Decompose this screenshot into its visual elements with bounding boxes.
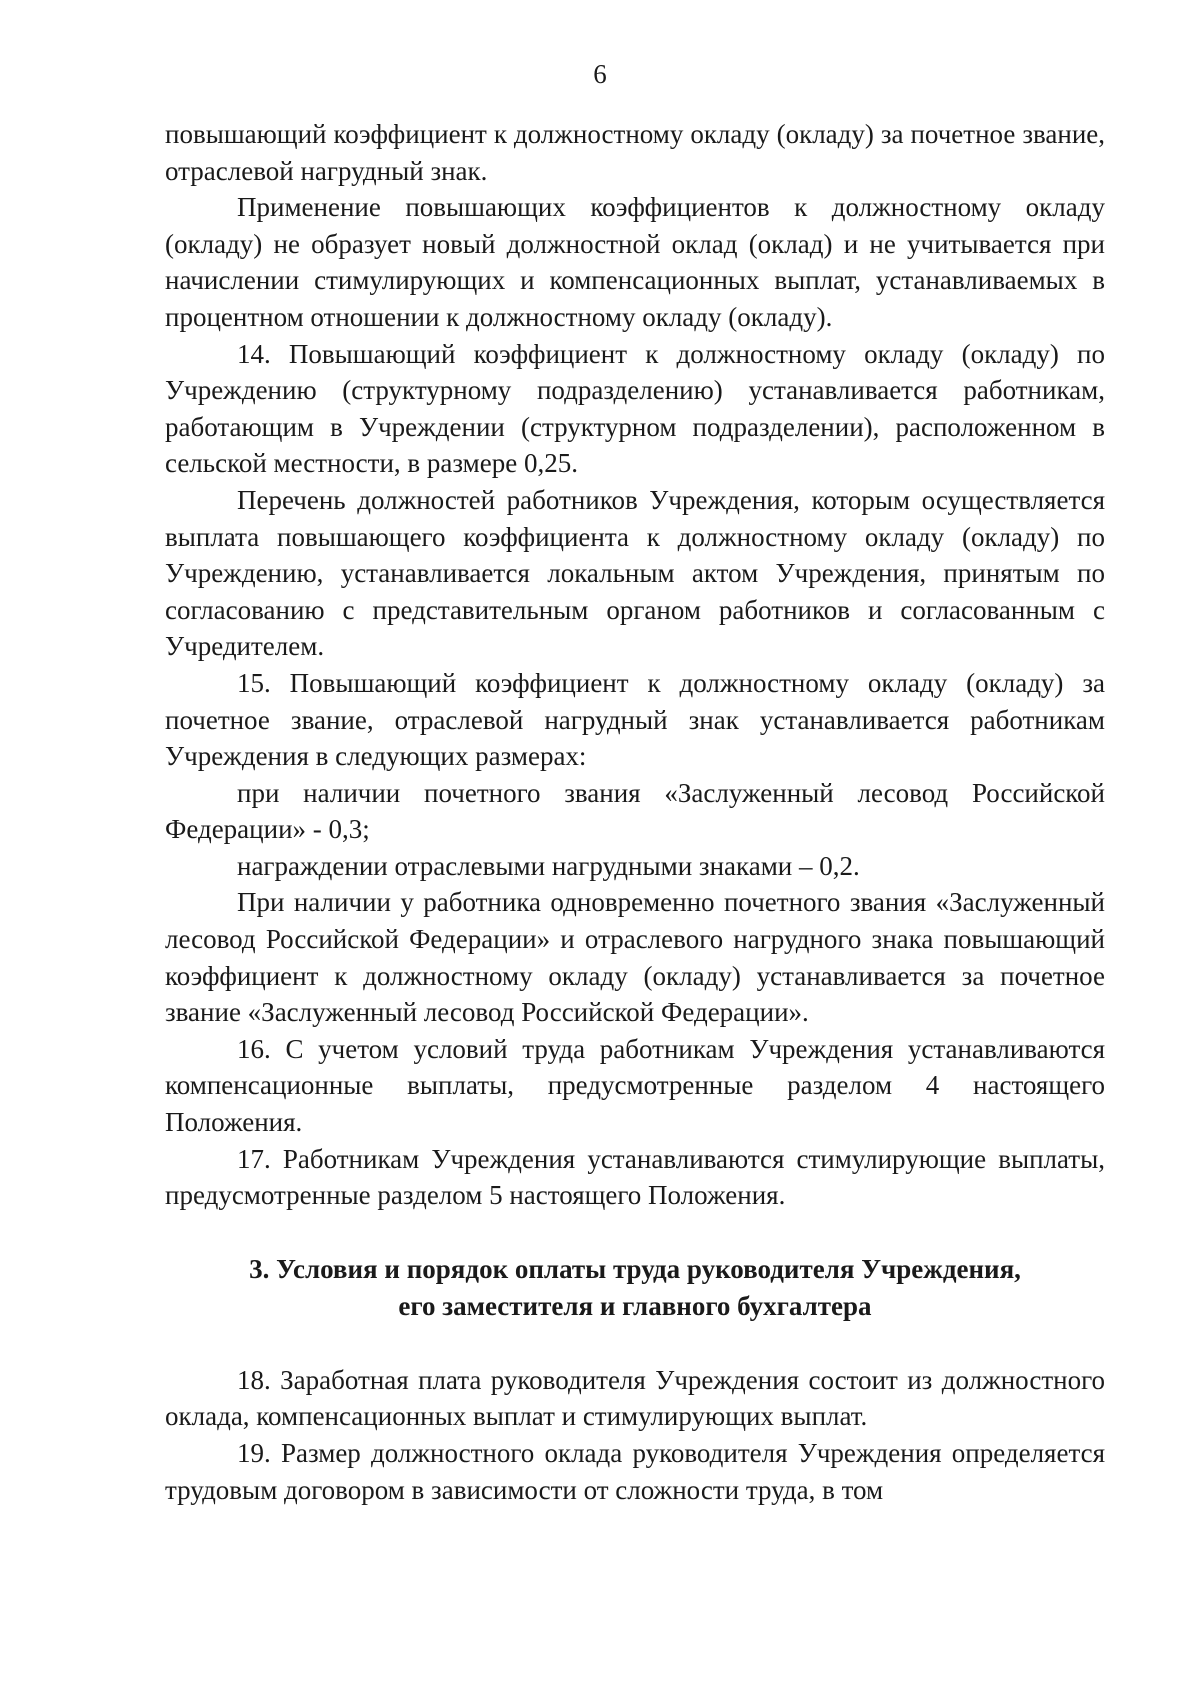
paragraph-item-14: 14. Повышающий коэффициент к должностному окладу (окладу) по Учреждению (структурному подразделению) устанавливается работникам, работающим в Учреждении (структурном подразделении), расположенном в сельской местности, в размере 0,25. — [165, 338, 1105, 479]
page-number: 6 — [593, 59, 607, 89]
paragraph-item-18: 18. Заработная плата руководителя Учреждения состоит из должностного оклада, компенсационных выплат и стимулирующих выплат. — [165, 1364, 1105, 1432]
paragraph: награждении отраслевыми нагрудными знаками – 0,2. — [237, 850, 860, 881]
paragraph-item-15: 15. Повышающий коэффициент к должностному окладу (окладу) за почетное звание, отраслевой нагрудный знак устанавливается работникам Учреждения в следующих размерах: — [165, 667, 1105, 772]
section-heading — [165, 1251, 1105, 1325]
section-heading-line: его заместителя и главного бухгалтера — [398, 1290, 872, 1321]
paragraph: При наличии у работника одновременно почетного звания «Заслуженный лесовод Российской Федерации» и отраслевого нагрудного знака повышающий коэффициент к должностному окладу (окладу) устанавливается за почетное звание «Заслуженный лесовод Российской Федерации». — [165, 887, 1105, 1028]
paragraph: Перечень должностей работников Учреждения, которым осуществляется выплата повышающего коэффициента к должностному окладу (окладу) по Учреждению, устанавливается локальным актом Учреждения, принятым по согласованию с представительным органом работников и согласованным с Учредителем. — [165, 484, 1105, 662]
paragraph: при наличии почетного звания «Заслуженный лесовод Российской Федерации» - 0,3; — [165, 777, 1105, 845]
paragraph: повышающий коэффициент к должностному окладу (окладу) за почетное звание, отраслевой нагрудный знак. — [165, 119, 1105, 186]
paragraph-item-19: 19. Размер должностного оклада руководителя Учреждения определяется трудовым договором в зависимости от сложности труда, в том — [165, 1438, 1105, 1505]
paragraph: Применение повышающих коэффициентов к должностному окладу (окладу) не образует новый должностной оклад (оклад) и не учитывается при начислении стимулирующих и компенсационных выплат, устанавливаемых в процентном отношении к должностному окладу (окладу). — [165, 192, 1105, 332]
paragraph-item-17: 17. Работникам Учреждения устанавливаются стимулирующие выплаты, предусмотренные разделом 5 настоящего Положения. — [165, 1143, 1105, 1211]
section-heading-line: 3. Условия и порядок оплаты труда руководителя Учреждения, — [249, 1253, 1021, 1284]
document-body — [165, 116, 1105, 1508]
paragraph-item-16: 16. С учетом условий труда работникам Учреждения устанавливаются компенсационные выплаты, предусмотренные разделом 4 настоящего Положения. — [165, 1033, 1105, 1138]
